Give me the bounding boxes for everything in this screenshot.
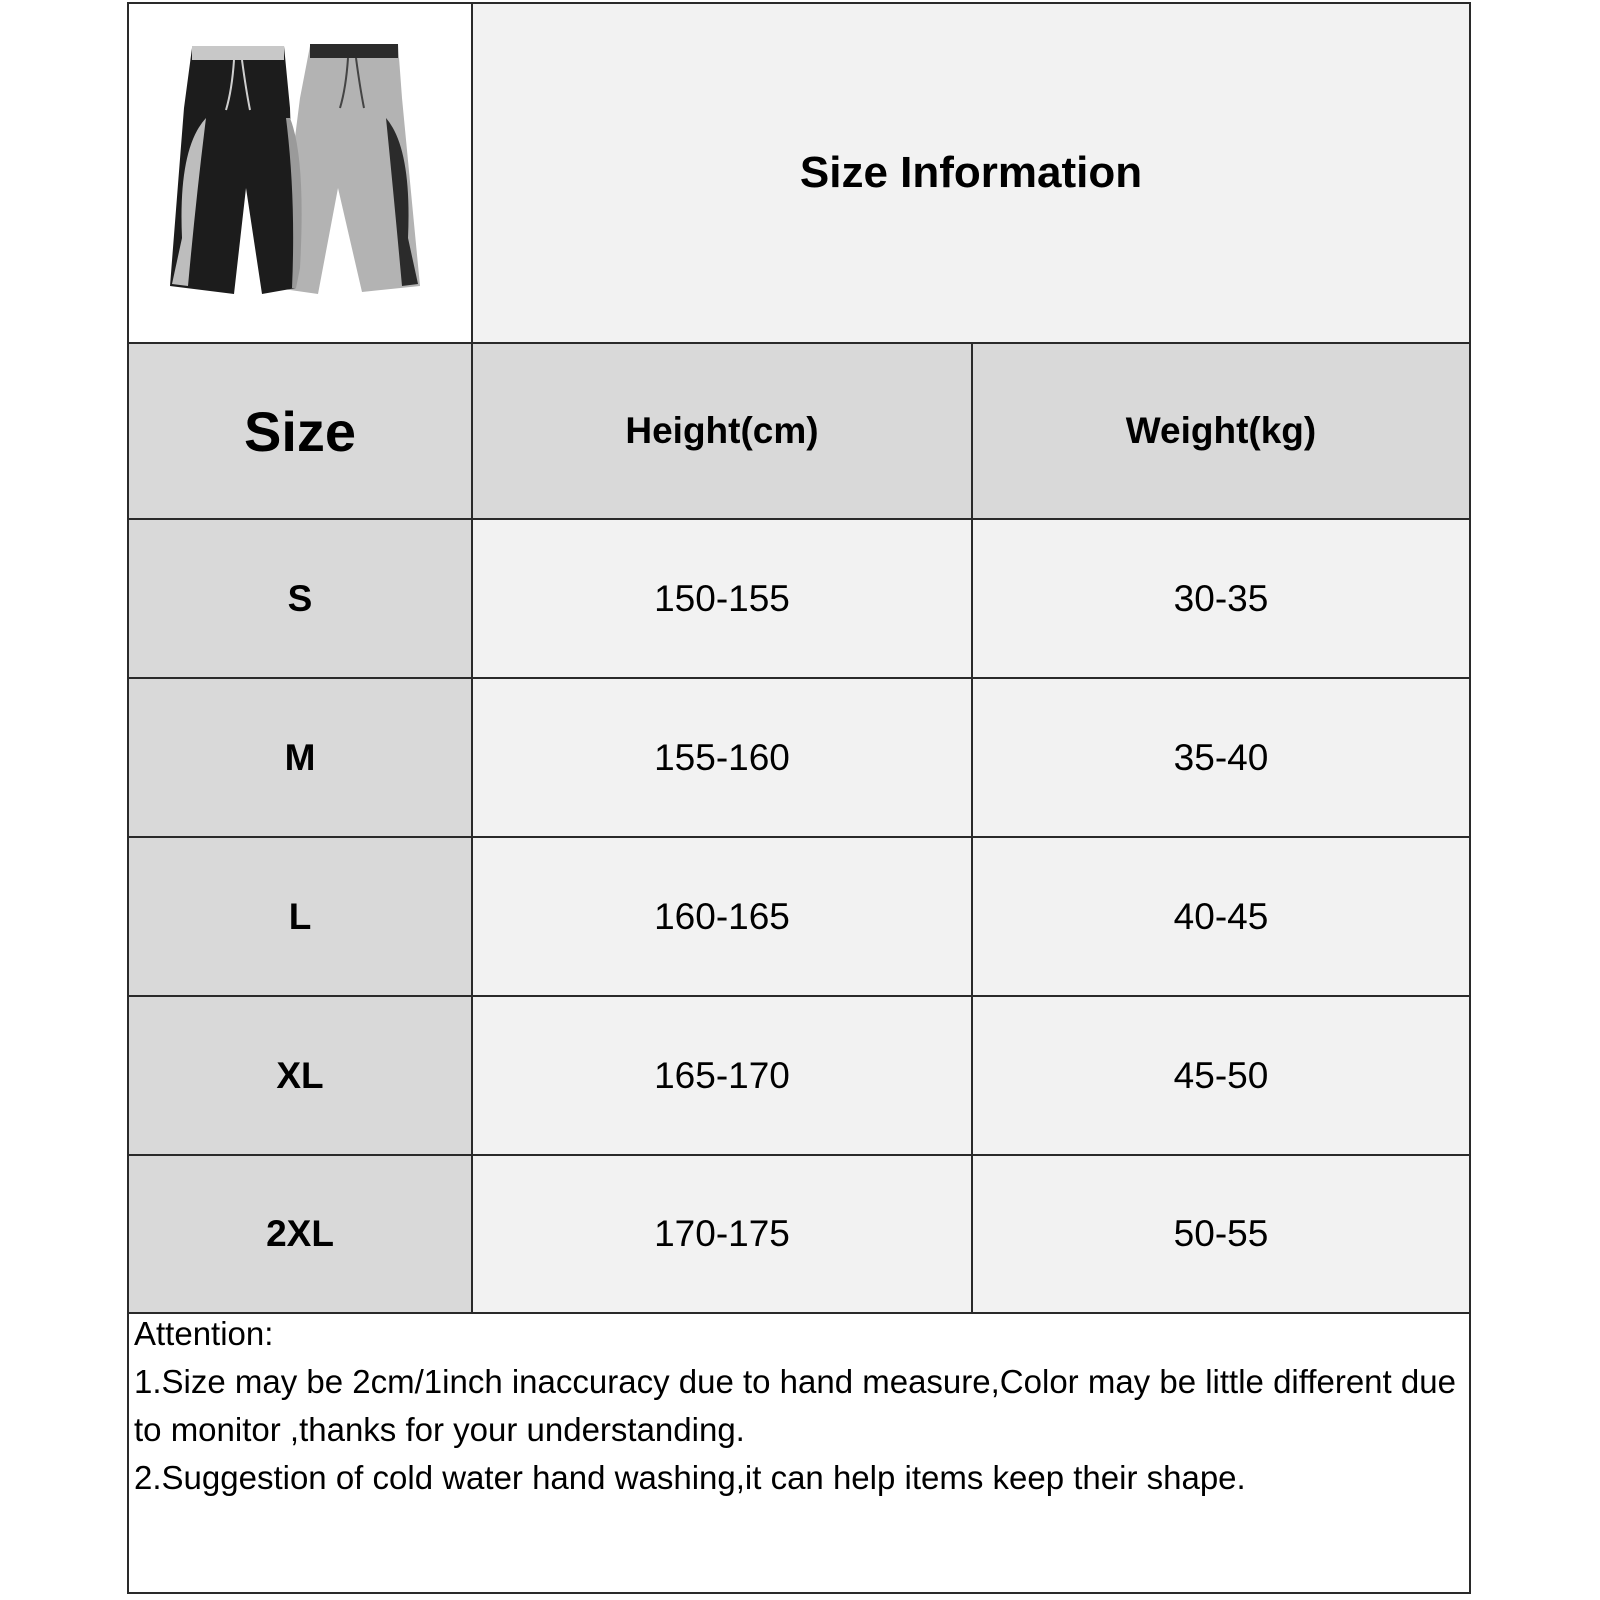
size-cell: XL [129, 997, 471, 1154]
row-divider [129, 1154, 1469, 1156]
notes-line-2: 2.Suggestion of cold water hand washing,it can help items keep their shape. [134, 1459, 1246, 1496]
row-divider [129, 342, 1469, 344]
size-cell: M [129, 679, 471, 836]
height-cell: 170-175 [473, 1156, 971, 1312]
weight-cell: 45-50 [973, 997, 1469, 1154]
page-title: Size Information [473, 4, 1469, 342]
pants-pair-image [150, 38, 450, 308]
row-divider [129, 836, 1469, 838]
weight-cell: 40-45 [973, 838, 1469, 995]
weight-cell: 35-40 [973, 679, 1469, 836]
size-cell: 2XL [129, 1156, 471, 1312]
row-divider [129, 518, 1469, 520]
row-divider [129, 995, 1469, 997]
size-cell: L [129, 838, 471, 995]
column-header-size: Size [129, 344, 471, 518]
height-cell: 155-160 [473, 679, 971, 836]
height-cell: 150-155 [473, 520, 971, 677]
column-divider [471, 4, 473, 1312]
height-cell: 165-170 [473, 997, 971, 1154]
notes-line-1: 1.Size may be 2cm/1inch inaccuracy due to hand measure,Color may be little different due to monitor ,thanks for your understanding. [134, 1363, 1456, 1448]
product-image-cell [129, 4, 471, 342]
attention-notes [134, 1310, 1459, 1502]
row-divider [129, 677, 1469, 679]
weight-cell: 50-55 [973, 1156, 1469, 1312]
size-chart [127, 2, 1471, 1594]
column-divider [971, 344, 973, 1312]
height-cell: 160-165 [473, 838, 971, 995]
black-pants-icon [170, 46, 302, 294]
size-cell: S [129, 520, 471, 677]
notes-heading: Attention: [134, 1315, 274, 1352]
column-header-weight: Weight(kg) [973, 344, 1469, 518]
column-header-height: Height(cm) [473, 344, 971, 518]
weight-cell: 30-35 [973, 520, 1469, 677]
